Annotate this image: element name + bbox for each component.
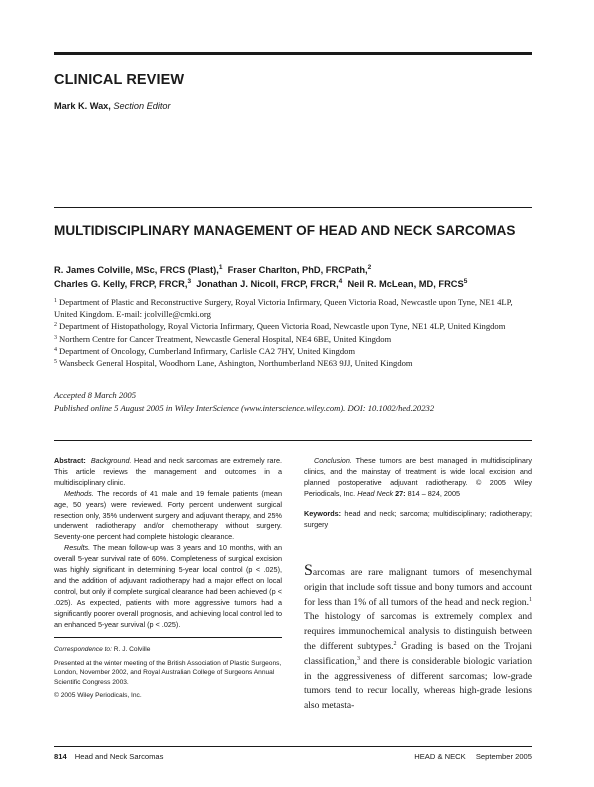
abstract-left-column xyxy=(54,456,282,631)
running-title: Head and Neck Sarcomas xyxy=(74,752,164,761)
reference-mark: 1 xyxy=(529,596,532,603)
reference-mark: 3 xyxy=(357,655,361,662)
author-list xyxy=(54,263,532,291)
footer-left xyxy=(54,752,163,761)
editor-role: Section Editor xyxy=(113,101,171,111)
author-sup: 3 xyxy=(187,278,192,285)
page-number: 814 xyxy=(54,752,67,761)
article-title: MULTIDISCIPLINARY MANAGEMENT OF HEAD AND NECK SARCOMAS xyxy=(54,223,516,238)
presented-note: Presented at the winter meeting of the British Association of Plastic Surgeons, London, November 2002, and Royal Australian College of Surgeons Annual Scientific Congress 2003. xyxy=(54,659,282,686)
affiliation: $^2$ Department of Histopathology, Royal Victoria Infirmary, Queen Victoria Road, Newcastle upon Tyne, NE1 4LP, United Kingdom xyxy=(54,321,506,332)
abstract-right-column xyxy=(304,456,532,530)
author-sup: 5 xyxy=(463,278,468,285)
affiliation: $^4$ Department of Oncology, Cumberland Infirmary, Carlisle CA2 7HY, United Kingdom xyxy=(54,345,356,356)
body-text: Sarcomas are rare malignant tumors of mesenchymal origin that include soft tissue and bony tumors and account for less than 1% of all tumors of the head and neck region.$^1$ The histology of sarcomas is extremely complex and requires immunochemical analysis to distinguish between the different subtypes.$^2$ Grading is based on the Trojani classification,$^3$ and there is considerable biologic variation in the aggressiveness of different sarcomas; low-grade tumors tend to recur locally, whereas high-grade lesions also metasta- xyxy=(304,562,532,712)
author-name: Jonathan J. Nicoll, FRCP, FRCR, xyxy=(196,279,339,289)
footer-right xyxy=(406,752,532,761)
abstract-background: Abstract: Background. Head and neck sarcomas are extremely rare. This article reviews the management and outcomes in a multidisciplinary clinic. xyxy=(54,456,282,487)
affiliation: $^3$ Northern Centre for Cancer Treatment, Newcastle General Hospital, NE4 6BE, United Kingdom xyxy=(54,333,392,344)
abstract-rule xyxy=(54,440,532,441)
author-name: Charles G. Kelly, FRCP, FRCR, xyxy=(54,279,188,289)
journal-name: HEAD & NECK xyxy=(414,752,466,761)
author-name: R. James Colville, MSc, FRCS (Plast), xyxy=(54,265,219,275)
issue-date: September 2005 xyxy=(475,752,532,761)
affiliation: $^5$ Wansbeck General Hospital, Woodhorn Lane, Ashington, Northumberland NE63 9JJ, United Kingdom xyxy=(54,358,413,369)
published-date: Published online 5 August 2005 in Wiley InterScience (www.interscience.wiley.com). DOI: 10.1002/hed.20232 xyxy=(54,402,435,413)
notes-rule xyxy=(54,637,282,638)
reference-mark: 2 xyxy=(393,640,397,647)
section-title: CLINICAL REVIEW xyxy=(54,72,185,88)
title-rule xyxy=(54,207,532,208)
author-name: Neil R. McLean, MD, FRCS xyxy=(347,279,464,289)
abstract-conclusion: Conclusion. These tumors are best managed in multidisciplinary clinics, and the mainstay of treatment is wide local excision and planned postoperative adjuvant radiotherapy. © 2005 Wiley Periodicals, Inc. Head Neck 27: 814 – 824, 2005 xyxy=(304,456,532,498)
abstract-results: Results. The mean follow-up was 3 years and 10 months, with an overall 5-year survival rate of 60%. Completeness of surgical excision was highly significant in determining 5-year local control (p < .025), and the addition of adjuvant radiotherapy had a major effect on local control, but only if complete surgical clearance had been achieved (p < .025). As expected, patients with more aggressive tumors had a significantly poorer overall prognosis, and achieving local control led to an enhanced 5-year survival (p < .025). xyxy=(54,543,282,629)
footnotes xyxy=(54,645,282,705)
notes-copyright: © 2005 Wiley Periodicals, Inc. xyxy=(54,692,142,700)
keywords: Keywords: head and neck; sarcoma; multidisciplinary; radiotherapy; surgery xyxy=(304,508,532,529)
drop-cap: S xyxy=(304,562,313,579)
affiliation: $^1$ Department of Plastic and Reconstructive Surgery, Royal Victoria Infirmary, Queen Victoria Road, Newcastle upon Tyne, NE1 4LP, United Kingdom. E-mail: jcolville@cmki.org xyxy=(54,297,513,320)
author-sup: 1 xyxy=(218,264,223,271)
top-rule xyxy=(54,52,532,55)
abstract-methods: Methods. The records of 41 male and 19 female patients (mean age, 50 years) were reviewed. Forty percent underwent surgical resection only, 35% underwent surgery and adjuvant therapy, and 25% underwent radiotherapy and/or chemotherapy without surgery. Seventy-one percent had complete histologic clearance. xyxy=(54,488,282,542)
affiliation-list xyxy=(54,296,532,369)
author-name: Fraser Charlton, PhD, FRCPath, xyxy=(227,265,368,275)
footer-rule xyxy=(54,746,532,747)
correspondence: Correspondence to: R. J. Colville xyxy=(54,646,151,653)
section-editor xyxy=(54,101,171,111)
publication-dates xyxy=(54,389,532,414)
accepted-date: Accepted 8 March 2005 xyxy=(54,390,137,400)
author-sup: 2 xyxy=(367,264,372,271)
editor-name: Mark K. Wax, xyxy=(54,101,111,111)
author-sup: 4 xyxy=(338,278,343,285)
